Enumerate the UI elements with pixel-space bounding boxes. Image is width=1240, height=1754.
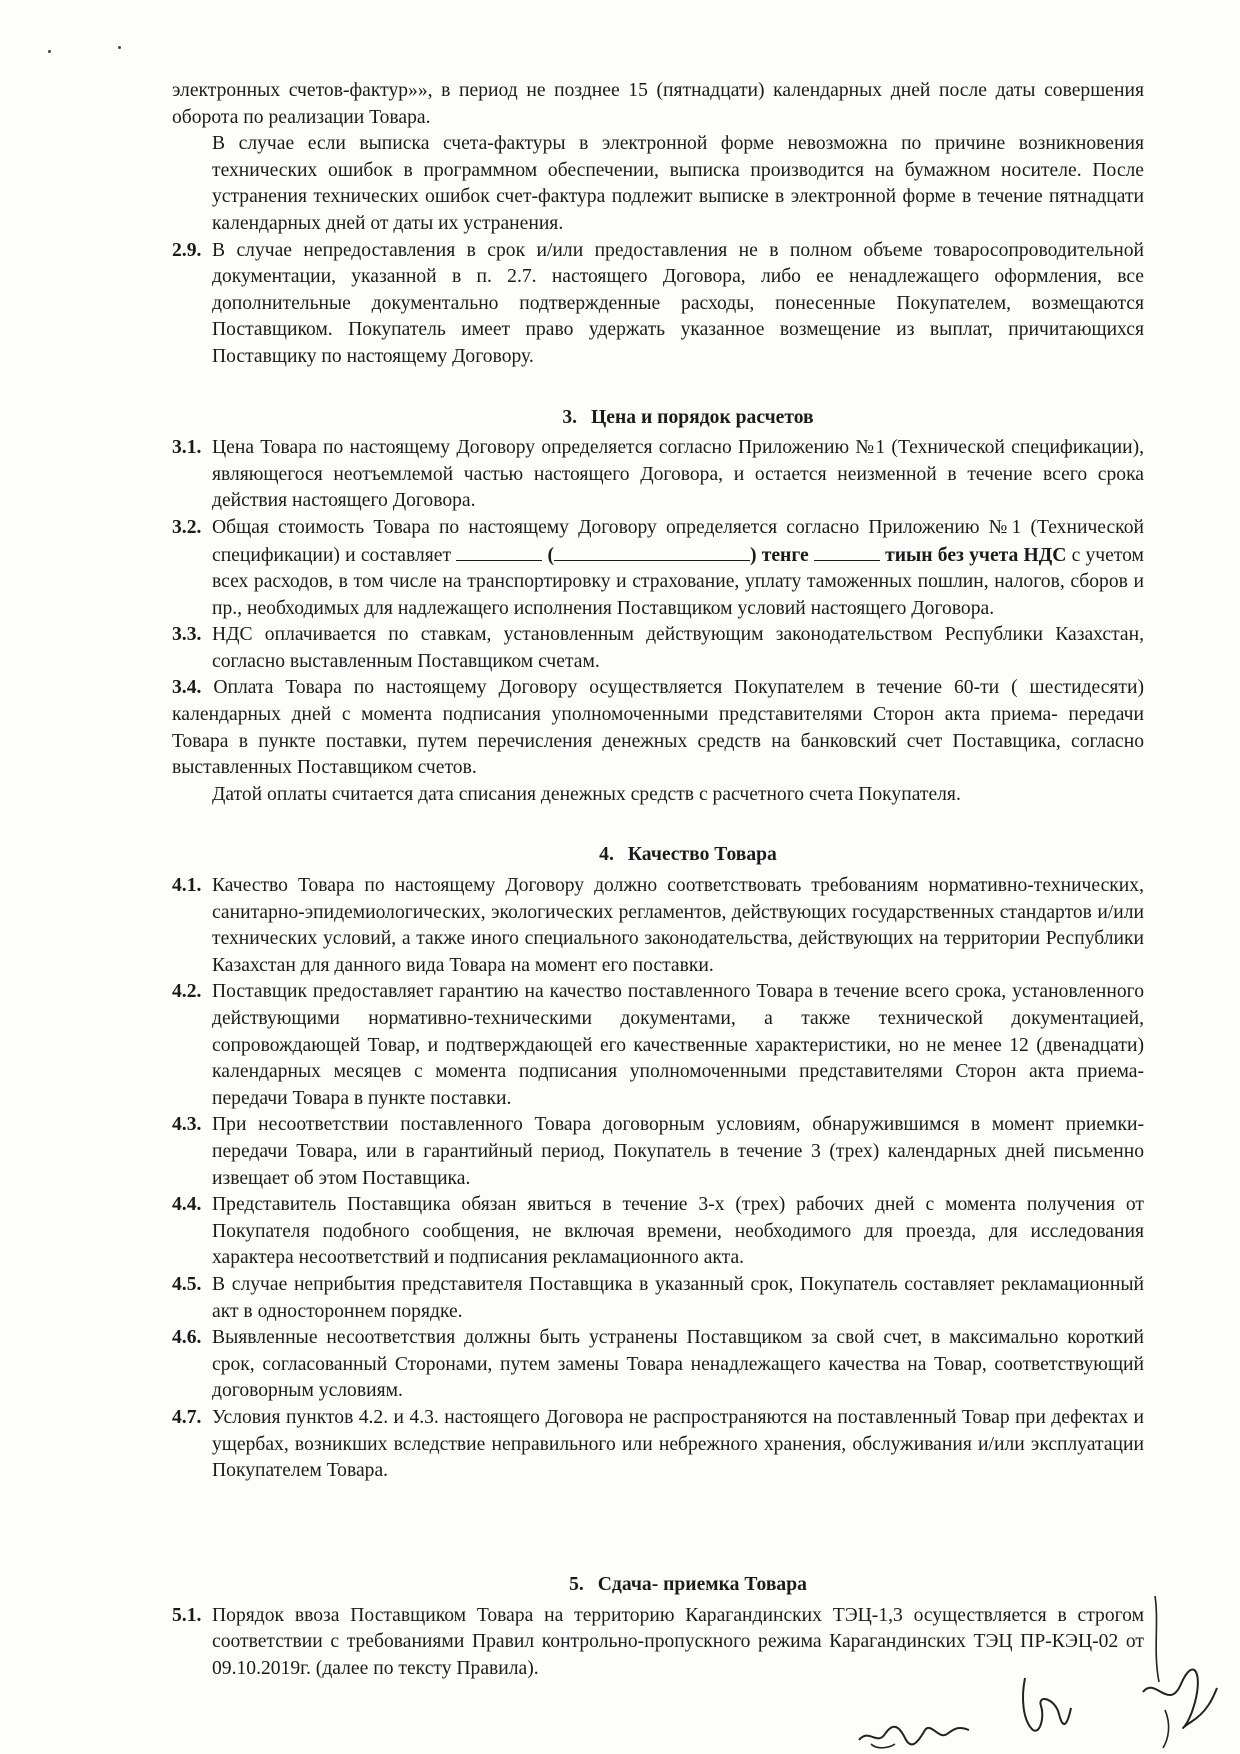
clause-text: В случае неприбытия представителя Поставщика в указанный срок, Покупатель составляет рекламационный акт в одностороннем порядке. <box>212 1273 1144 1322</box>
clause-number: 4.3. <box>172 1114 202 1136</box>
clause-4-3 <box>172 1112 1144 1192</box>
section-number: 5. <box>569 1574 584 1595</box>
section-number: 3. <box>562 406 578 428</box>
section-4-heading <box>172 842 1144 869</box>
clause-3-4 <box>172 675 1144 781</box>
clause-text: НДС оплачивается по ставкам, установленным действующим законодательством Республики Казахстан, согласно выставленным Поставщиком счетам. <box>212 624 1144 672</box>
clause-number: 4.1. <box>172 875 202 897</box>
clause-text: Поставщик предоставляет гарантию на качество поставленного Товара в течение всего срока, установленного действующими нормативно-техническими документами, а также технической документацией, сопровождающей Товар, и подтверждающей его качественные характеристики, но не менее 12 (двенадцати) календарных месяцев с момента подписания уполномоченными представителями Сторон акта приема-передачи Товара в пункте поставки. <box>212 981 1144 1109</box>
amount-blank-field <box>456 542 542 561</box>
clause-number: 3.1. <box>172 437 202 459</box>
clause-text: Цена Товара по настоящему Договору определяется согласно Приложению №1 (Технической спецификации), являющегося неотъемлемой частью настоящего Договора, и остается неизменной в течение всего срока действия настоящего Договора. <box>212 437 1144 512</box>
signature-mark-3 <box>1125 1592 1225 1752</box>
vat-note: тиын без учета НДС <box>885 544 1067 566</box>
clause-number: 4.6. <box>172 1327 202 1349</box>
clause-number: 4.7. <box>172 1406 202 1428</box>
amount-words-blank-field <box>554 542 750 561</box>
clause-text: Качество Товара по настоящему Договору должно соответствовать требованиям нормативно-технических, санитарно-эпидемиологических, экологических регламентов, действующих государственных стандартов и/или технических условий, а также иного специального законодательства, действующих на территории Республики Казахстан для данного вида Товара на момент его поставки. <box>212 875 1144 976</box>
clause-number: 4.5. <box>172 1273 202 1295</box>
clause-4-1 <box>172 873 1144 979</box>
clause-4-7 <box>172 1405 1144 1485</box>
intro-paragraph-1: электронных счетов-фактур»», в период не позднее 15 (пятнадцати) календарных дней после даты совершения оборота по реализации Товара. <box>172 80 1144 128</box>
clause-number: 3.3. <box>172 624 202 646</box>
section-title: Цена и порядок расчетов <box>591 406 814 428</box>
clause-text <box>212 515 1144 622</box>
clause-text-part: с учетом всех расходов, в том числе на транспортировку и страхование, уплату таможенных пошлин, налогов, сборов и пр., необходимых для надлежащего исполнения Поставщиком условий настоящего Договора. <box>212 544 1144 619</box>
clause-text: Условия пунктов 4.2. и 4.3. настоящего Договора не распространяются на поставленный Товар при дефектах и ущербах, возникших вследствие неправильного или небрежного хранения, обслуживания и/или эксплуатации Покупателем Товара. <box>212 1406 1144 1482</box>
section-title: Сдача- приемка Товара <box>597 1574 807 1595</box>
signature-mark-2 <box>1015 1668 1075 1740</box>
clause-number: 4.2. <box>172 981 202 1003</box>
clause-text: Представитель Поставщика обязан явиться в течение 3-х (трех) рабочих дней с момента получения от Покупателя подобного сообщения, не включая времени, необходимого для проезда, для исследования характера несоответствий и подписания рекламационного акта. <box>212 1194 1144 1269</box>
scan-speck <box>118 46 121 49</box>
section-5-heading <box>172 1572 1144 1599</box>
clause-4-4 <box>172 1192 1144 1272</box>
clause-text: В случае непредоставления в срок и/или предоставления не в полном объеме товаросопроводительной документации, указанной в п. 2.7. настоящего Договора, либо ее ненадлежащего оформления, все дополнительные документально подтвержденные расходы, понесенные Покупателем, возмещаются Поставщиком. Покупатель имеет право удержать указанное возмещение из выплат, причитающихся Поставщику по настоящему Договору. <box>212 239 1144 367</box>
clause-5-1 <box>172 1603 1144 1683</box>
scan-speck <box>48 50 51 53</box>
clause-text: Порядок ввоза Поставщиком Товара на территорию Карагандинских ТЭЦ-1,3 осуществляется в строгом соответствии с требованиями Правил контрольно-пропускного режима Карагандинских ТЭЦ ПР-КЭЦ-02 от 09.10.2019г. (далее по тексту Правила). <box>212 1604 1144 1679</box>
clause-2-9 <box>172 238 1144 371</box>
signature-mark-1 <box>855 1700 975 1754</box>
section-number: 4. <box>599 844 614 866</box>
clause-number: 4.4. <box>172 1194 202 1216</box>
document-body <box>172 78 1144 1485</box>
clause-number: 2.9. <box>172 239 202 261</box>
clause-text: При несоответствии поставленного Товара договорным условиям, обнаружившимся в момент приемки-передачи Товара, или в гарантийный период, Покупатель в течение 3 (трех) календарных дней письменно извещает об этом Поставщика. <box>212 1114 1144 1189</box>
clause-number: 3.2. <box>172 516 202 538</box>
paren-open: ( <box>547 544 554 566</box>
clause-number: 5.1. <box>172 1604 202 1626</box>
clause-text: Оплата Товара по настоящему Договору осуществляется Покупателем в течение 60-ти ( шестидесяти) календарных дней с момента подписания уполномоченными представителями Сторон акта приема- передачи Товара в пункте поставки, путем перечисления денежных средств на банковский счет Поставщика, согласно выставленных Поставщиком счетов. <box>172 677 1144 779</box>
clause-3-2 <box>172 515 1144 622</box>
section-3-heading <box>172 405 1144 432</box>
tiyn-blank-field <box>814 542 880 561</box>
currency-label: ) тенге <box>749 544 809 566</box>
clause-4-2 <box>172 979 1144 1112</box>
clause-number: 3.4. <box>172 677 202 699</box>
section-5-block <box>172 1572 1144 1682</box>
clause-text-part: Общая стоимость Товара по настоящему Договору определяется согласно Приложению №1 (Технической спецификации) и составляет <box>212 516 1144 566</box>
intro-paragraph-2: В случае если выписка счета-фактуры в электронной форме невозможна по причине возникновения технических ошибок в программном обеспечении, выписка производится на бумажном носителе. После устранения технических ошибок счет-фактура подлежит выписке в электронной форме в течение пятнадцати календарных дней от даты их устранения. <box>212 133 1144 234</box>
clause-4-5 <box>172 1272 1144 1325</box>
clause-text: Выявленные несоответствия должны быть устранены Поставщиком за свой счет, в максимально короткий срок, согласованный Сторонами, путем замены Товара ненадлежащего качества на Товар, соответствующий договорным условиям. <box>212 1327 1144 1402</box>
section-title: Качество Товара <box>627 844 777 866</box>
clause-3-1 <box>172 435 1144 515</box>
clause-3-3 <box>172 622 1144 675</box>
clause-4-6 <box>172 1325 1144 1405</box>
payment-date-note: Датой оплаты считается дата списания денежных средств с расчетного счета Покупателя. <box>212 783 961 805</box>
